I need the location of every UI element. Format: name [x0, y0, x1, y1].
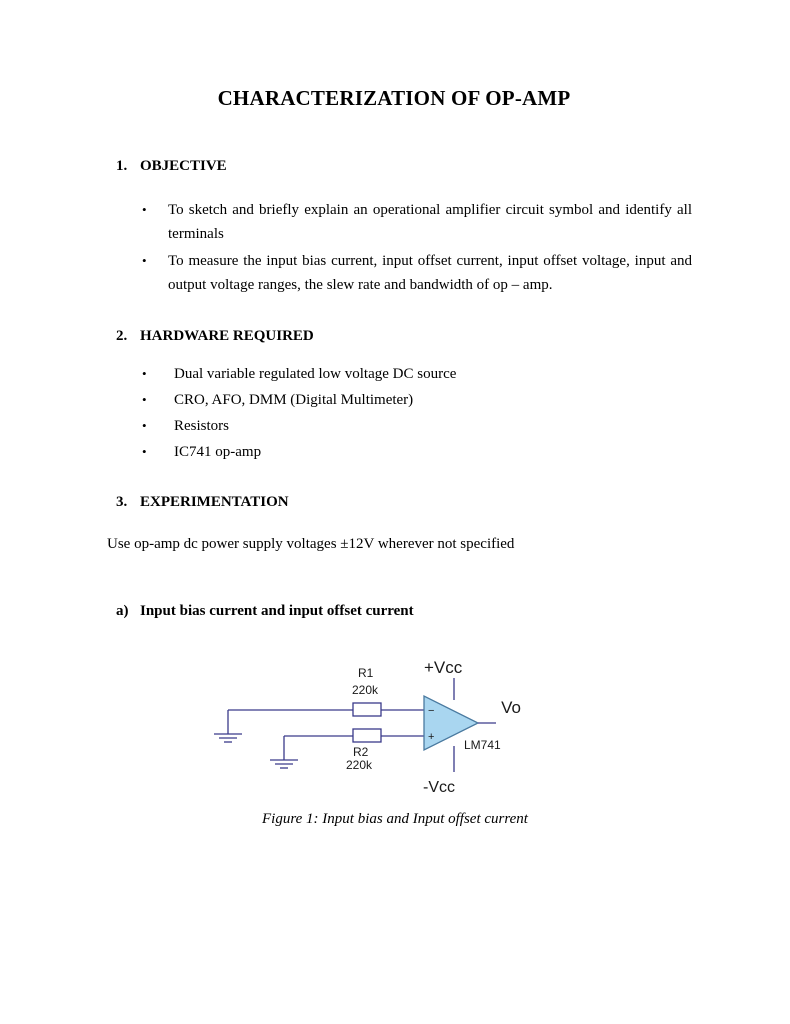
section-experimentation-heading — [116, 494, 289, 511]
figure-caption: Figure 1: Input bias and Input offset current — [262, 811, 528, 827]
list-item-text: To sketch and briefly explain an operational amplifier circuit symbol and identify all terminals — [168, 202, 692, 242]
list-item — [140, 198, 692, 246]
list-item-text: Resistors — [174, 418, 230, 434]
subsection-label: a) — [116, 603, 129, 619]
section-hardware-heading — [116, 328, 314, 345]
resistor-r2-icon — [353, 729, 381, 742]
label-r1-value: 220k — [352, 683, 379, 697]
section-title: OBJECTIVE — [140, 158, 227, 174]
section-objective-heading — [116, 158, 227, 175]
list-item-text: CRO, AFO, DMM (Digital Multimeter) — [174, 392, 414, 408]
page-title: CHARACTERIZATION OF OP-AMP — [217, 86, 571, 110]
list-item — [140, 388, 692, 412]
section-title: EXPERIMENTATION — [140, 494, 289, 510]
label-vcc-neg: -Vcc — [423, 779, 455, 796]
list-item-text: Dual variable regulated low voltage DC source — [174, 366, 457, 382]
subsection-title: Input bias current and input offset current — [140, 603, 414, 619]
label-r2-value: 220k — [346, 758, 373, 772]
subsection-a-heading — [116, 603, 414, 620]
label-minus: − — [428, 705, 435, 717]
bullet-icon: • — [142, 444, 147, 459]
circuit-diagram — [208, 650, 521, 800]
bullet-icon: • — [142, 253, 147, 268]
ground-1-icon — [214, 710, 242, 742]
list-item — [140, 414, 692, 438]
list-item — [140, 362, 692, 386]
label-plus: + — [428, 731, 435, 743]
label-vo: Vo — [501, 698, 521, 717]
list-item — [140, 440, 692, 464]
bullet-icon: • — [142, 392, 147, 407]
bullet-icon: • — [142, 202, 147, 217]
ground-2-icon — [270, 736, 298, 768]
section-title: HARDWARE REQUIRED — [140, 328, 314, 344]
label-r2: R2 — [353, 745, 369, 759]
label-vcc-pos: +Vcc — [424, 658, 463, 677]
label-chip: LM741 — [464, 738, 501, 752]
label-r1: R1 — [358, 666, 374, 680]
section-number: 3. — [116, 494, 128, 510]
list-item-text: To measure the input bias current, input offset current, input offset voltage, input and output voltage ranges, the slew rate and bandwidth of op – amp. — [168, 253, 692, 293]
resistor-r1-icon — [353, 703, 381, 716]
bullet-icon: • — [142, 366, 147, 381]
list-item — [140, 249, 692, 297]
bullet-icon: • — [142, 418, 147, 433]
section-number: 1. — [116, 158, 128, 174]
list-item-text: IC741 op-amp — [174, 444, 262, 460]
objective-list — [140, 198, 692, 300]
experimentation-paragraph: Use op-amp dc power supply voltages ±12V wherever not specified — [107, 536, 515, 552]
hardware-list — [140, 362, 692, 466]
section-number: 2. — [116, 328, 128, 344]
